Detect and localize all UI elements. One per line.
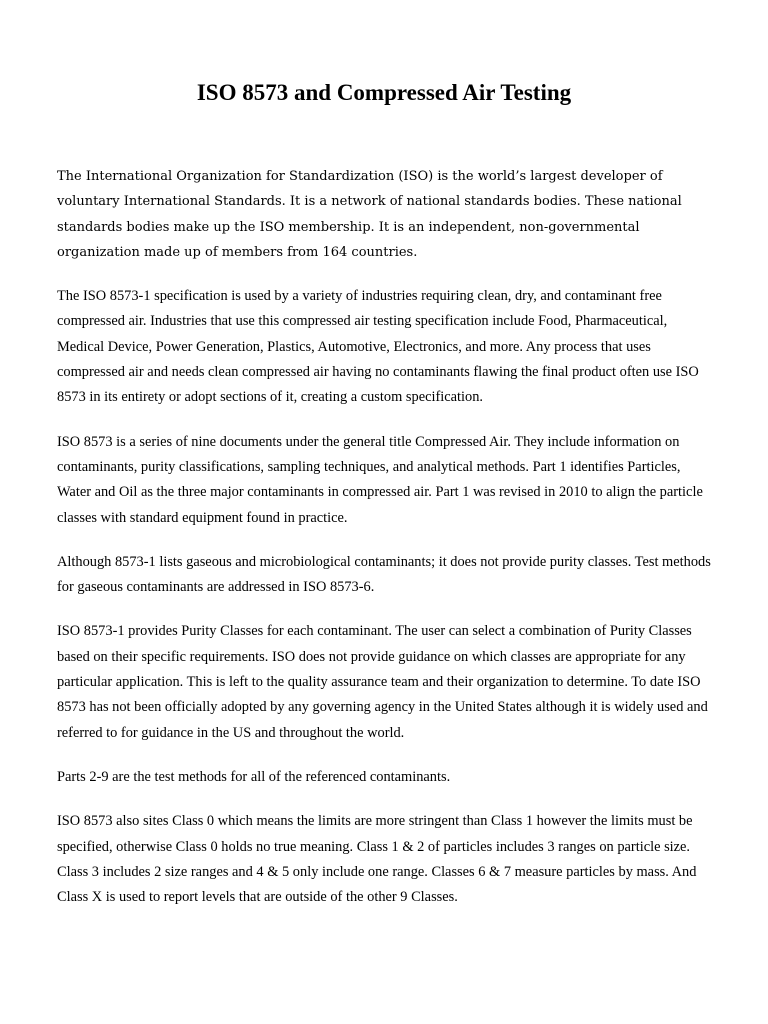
paragraph-test-methods: Parts 2-9 are the test methods for all of the referenced contaminants.: [57, 768, 451, 785]
document-body: [57, 164, 713, 929]
document-title: ISO 8573 and Compressed Air Testing: [196, 80, 572, 105]
paragraph-purity-classes: ISO 8573-1 provides Purity Classes for each contaminant. The user can select a combination of Purity Classes based on their specific requirements. ISO does not provide guidance on which classes are appropriate for any particular application. This is left to the quality assurance team and their organization to determine. To date ISO 8573 has not been officially adopted by any governing agency in the United States although it is widely used and referred to for guidance in the US and throughout the world.: [57, 623, 708, 741]
paragraph-iso-8573-series: ISO 8573 is a series of nine documents under the general title Compressed Air. They include information on contaminants, purity classifications, sampling techniques, and analytical methods. Part 1 identifies Particles, Water and Oil as the three major contaminants in compressed air. Part 1 was revised in 2010 to align the particle classes with standard equipment found in practice.: [57, 433, 703, 526]
paragraph-iso-overview: The International Organization for Standardization (ISO) is the world’s largest developer of voluntary International Standards. It is a network of national standards bodies. These national standards bodies make up the ISO membership. It is an independent, non-governmental organization made up of members from 164 countries.: [57, 169, 682, 260]
paragraph-class-definitions: ISO 8573 also sites Class 0 which means the limits are more stringent than Class 1 however the limits must be specified, otherwise Class 0 holds no true meaning. Class 1 & 2 of particles includes 3 ranges on particle size. Class 3 includes 2 size ranges and 4 & 5 only include one range. Classes 6 & 7 measure particles by mass. And Class X is used to report levels that are outside of the other 9 Classes.: [57, 813, 697, 906]
paragraph-gaseous-contaminants: Although 8573-1 lists gaseous and microbiological contaminants; it does not provide purity classes. Test methods for gaseous contaminants are addressed in ISO 8573-6.: [57, 553, 711, 596]
paragraph-iso-8573-1-usage: The ISO 8573-1 specification is used by a variety of industries requiring clean, dry, and contaminant free compressed air. Industries that use this compressed air testing specification include Food, Pharmaceutical, Medical Device, Power Generation, Plastics, Automotive, Electronics, and more. Any process that uses compressed air and needs clean compressed air having no contaminants flawing the final product often use ISO 8573 in its entirety or adopt sections of it, creating a custom specification.: [57, 288, 699, 406]
